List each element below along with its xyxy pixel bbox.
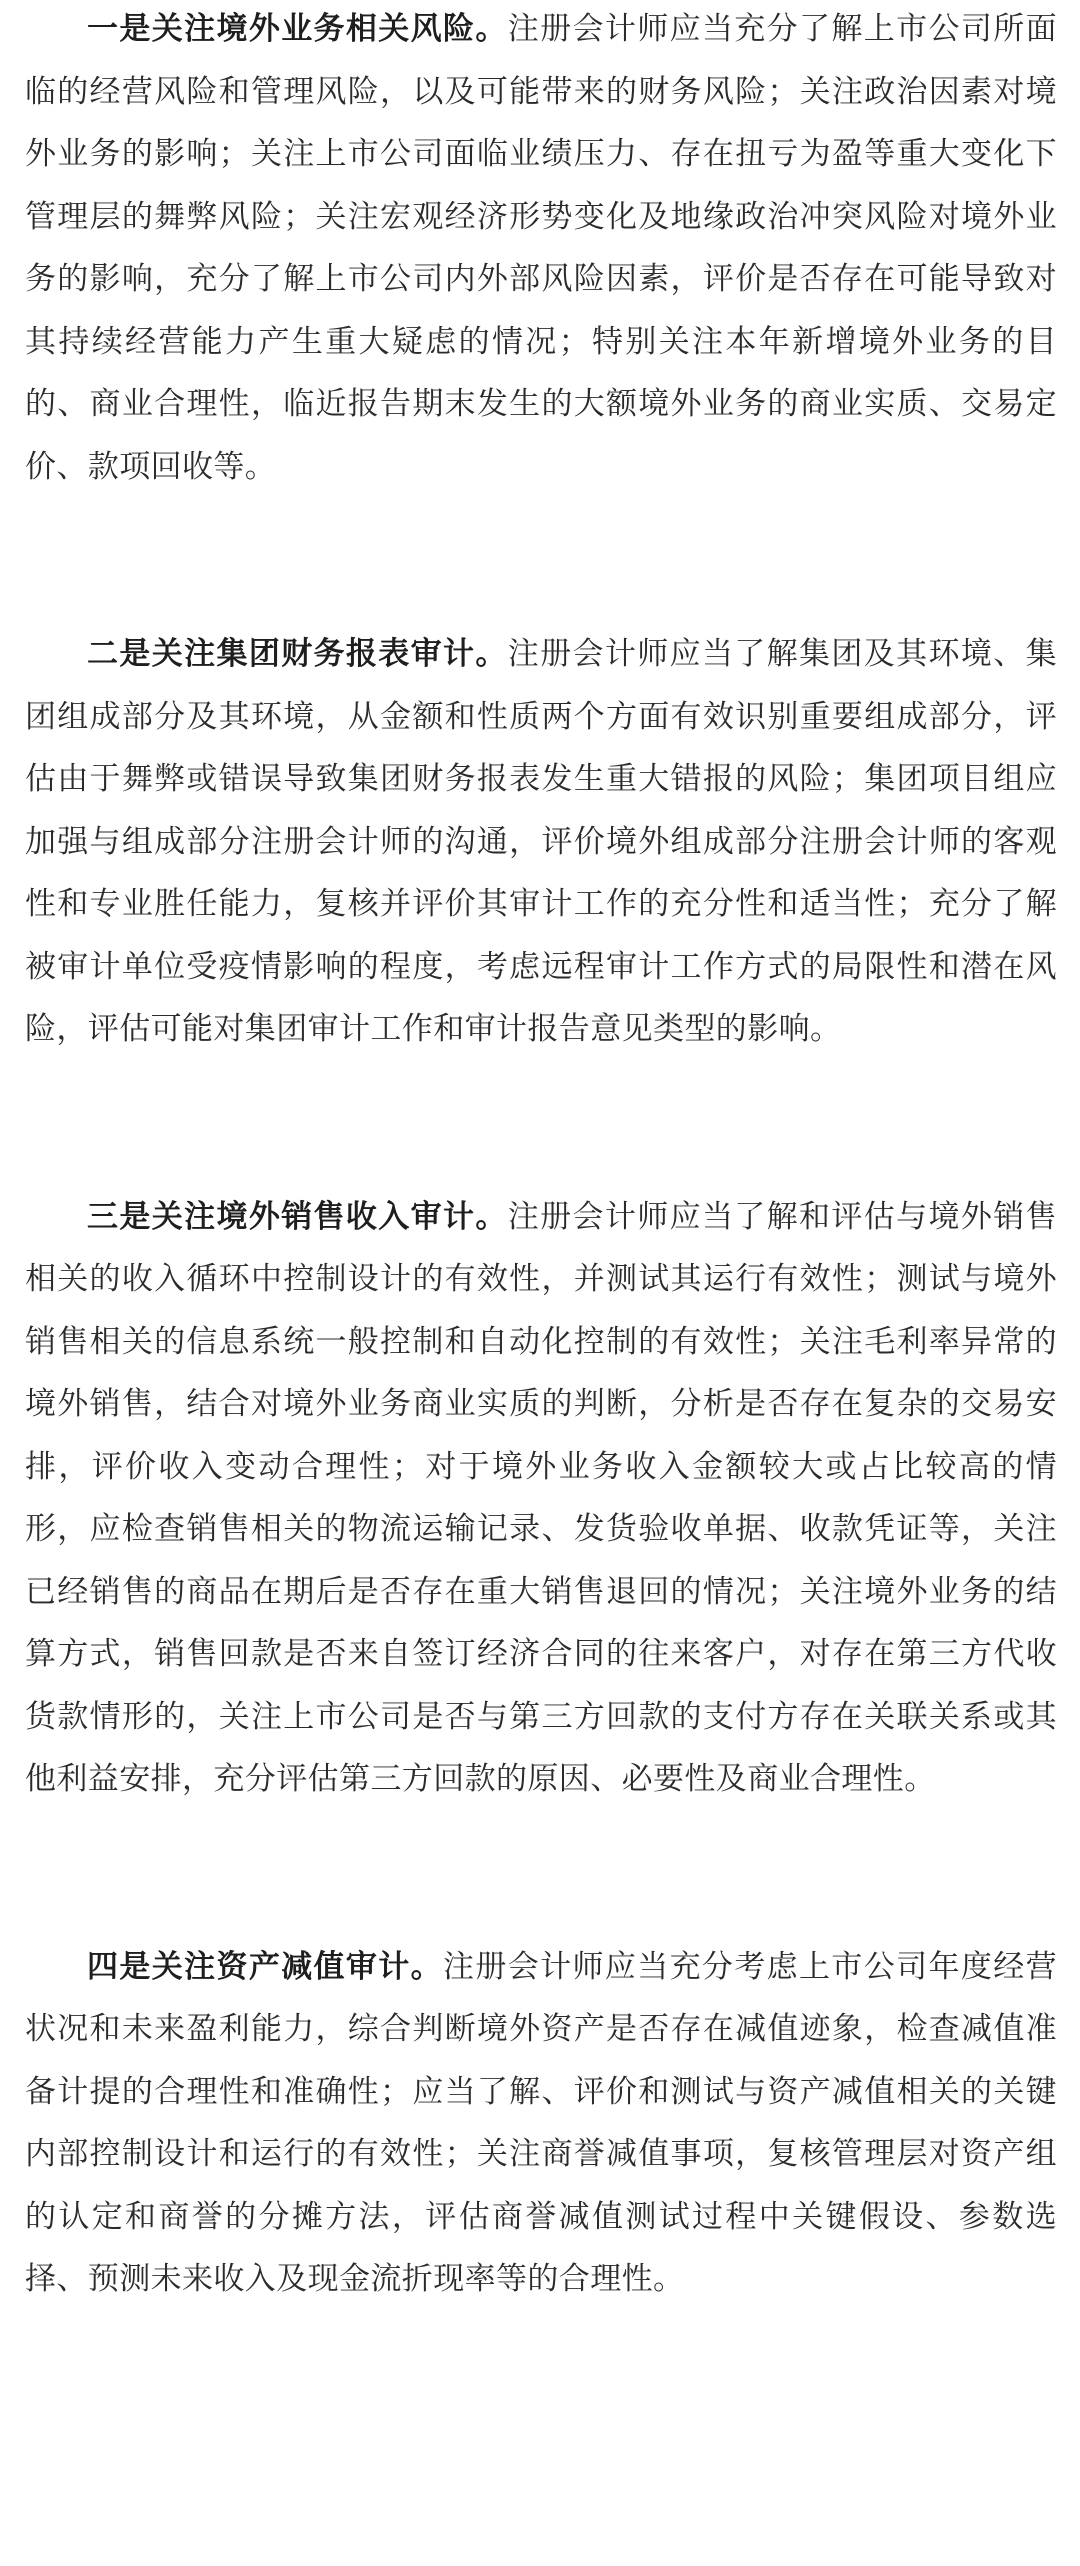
paragraph-3-heading: 三是关注境外销售收入审计。 [87,1198,508,1235]
article-body [25,0,1057,2311]
paragraph-4 [25,1936,1057,2311]
paragraph-4-heading: 四是关注资产减值审计。 [87,1948,444,1985]
paragraph-1-text: 注册会计师应当充分了解上市公司所面临的经营风险和管理风险，以及可能带来的财务风险；关注政治因素对境外业务的影响；关注上市公司面临业绩压力、存在扭亏为盈等重大变化下管理层的舞弊风险；关注宏观经济形势变化及地缘政治冲突风险对境外业务的影响，充分了解上市公司内外部风险因素，评价是否存在可能导致对其持续经营能力产生重大疑虑的情况；特别关注本年新增境外业务的目的、商业合理性，临近报告期末发生的大额境外业务的商业实质、交易定价、款项回收等。 [25,11,1057,485]
paragraph-2-heading: 二是关注集团财务报表审计。 [87,636,508,672]
paragraph-4-text: 注册会计师应当充分考虑上市公司年度经营状况和未来盈利能力，综合判断境外资产是否存在减值迹象，检查减值准备计提的合理性和准确性；应当了解、评价和测试与资产减值相关的关键内部控制设计和运行的有效性；关注商誉减值事项，复核管理层对资产组的认定和商誉的分摊方法，评估商誉减值测试过程中关键假设、参数选择、预测未来收入及现金流折现率等的合理性。 [25,1948,1057,2297]
paragraph-3-text: 注册会计师应当了解和评估与境外销售相关的收入循环中控制设计的有效性，并测试其运行有效性；测试与境外销售相关的信息系统一般控制和自动化控制的有效性；关注毛利率异常的境外销售，结合对境外业务商业实质的判断，分析是否存在复杂的交易安排，评价收入变动合理性；对于境外业务收入金额较大或占比较高的情形，应检查销售相关的物流运输记录、发货验收单据、收款凭证等，关注已经销售的商品在期后是否存在重大销售退回的情况；关注境外业务的结算方式，销售回款是否来自签订经济合同的往来客户，对存在第三方代收货款情形的，关注上市公司是否与第三方回款的支付方存在关联关系或其他利益安排，充分评估第三方回款的原因、必要性及商业合理性。 [25,1198,1057,1797]
paragraph-2-text: 注册会计师应当了解集团及其环境、集团组成部分及其环境，从金额和性质两个方面有效识别重要组成部分，评估由于舞弊或错误导致集团财务报表发生重大错报的风险；集团项目组应加强与组成部分注册会计师的沟通，评价境外组成部分注册会计师的客观性和专业胜任能力，复核并评价其审计工作的充分性和适当性；充分了解被审计单位受疫情影响的程度，考虑远程审计工作方式的局限性和潜在风险，评估可能对集团审计工作和审计报告意见类型的影响。 [25,636,1057,1047]
paragraph-3 [25,1186,1057,1811]
paragraph-1 [25,0,1057,498]
paragraph-2 [25,623,1057,1061]
paragraph-1-heading: 一是关注境外业务相关风险。 [87,11,508,47]
